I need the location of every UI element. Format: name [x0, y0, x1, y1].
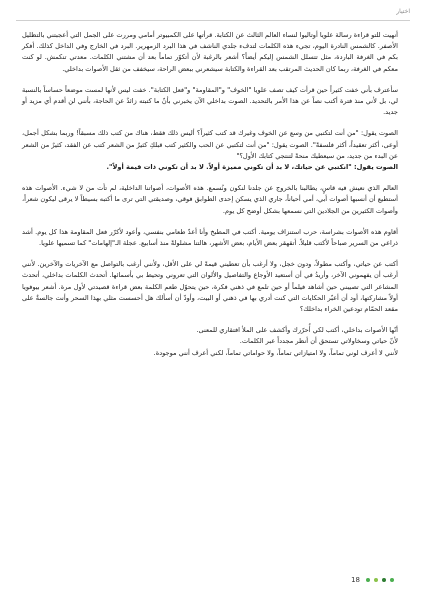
page-dot-icon [390, 578, 394, 582]
paragraph-text: الصوت يقول: "من أنت لتكتبي من وسع عن الخوف وغيرك قد كتب كثيراً؟ أليس ذلك فقط، هناك من كتب ذلك مسبقاً! وربما بشكل أجمل، أوعى، أكثر تعقيداً، أكثر فلسفةً". الصوت يقول: "من أنت لتكتبي عن الحب والكثير كتب قبلكِ كثيرٌ من الشعر كتب عن الفقد، كثيرٌ من الشعر عن البدء من جديد، من سيعطيك منحةً لتنتجي كتابك الأول؟" [22, 129, 398, 160]
poem-line: لأنني لا أعرف لوني تماماً، ولا امتيازاتي تماماً، ولا حواماتي تماماً، لكني أعرف أنني موجودة. [153, 348, 398, 357]
paragraph-world [22, 183, 398, 217]
page-dot-icon [382, 578, 386, 582]
poem-block [22, 325, 398, 359]
poem-line: لأنّ حياتي وسخاولاتي تستحق أن أنظر مجدداً عبر الكلمات. [239, 337, 398, 346]
page-header [16, 8, 410, 21]
voice-quote: الصوت يقول: "انكتبي عن حياتك، لا بد أن تكوني مميزة أولاً. لا بد أن تكوني ذات قيمة أولاً". [106, 163, 398, 172]
page-dot-icon [366, 578, 370, 582]
paragraph-fear [22, 85, 398, 119]
paragraph-write [22, 259, 398, 315]
paragraph-voice [22, 128, 398, 173]
paragraph-text: العالم الذي نعيش فيه قاسٍ، يطالبنا بالخروج عن جلدنا لنكون ونُسمع. هذه الأصوات، أصواتنا الداخلية، لم تأت من لا شيء. الأصوات هذه أستطيع أن أنسبها أصوات أبي، أمي أحياناً، جاري الذي يسكن إحدى الطوابق فوقي، وصديقتي التي ترى ما أكتبه بسيطاً لا يرقى ليكون شعراً، وأصوات الكثيرين من الجلادين التي نسمعها بشكل أوضح كل يوم. [22, 184, 398, 215]
paragraph-intro [22, 30, 398, 75]
paragraph-text: أنهيت للتو قراءة رسالة علويا أوتاليوا لنساء العالم الثالث عن الكتابة. قرأتها على الكمبيوتر أمامي ومررت على الجمل التي أعجبتني بالتظليل الأصفر. كالشمس النادرة اليوم، تجيء هذه الكلمات لتدفء جلدي الناشف في هذا البرد الزمهرير. البرد في الخارج وفي الداخل كذلك. أفكر بكم في الغرفة الباردة، مثل تتسلل الشمس إليكم أيضاً؟ أشعر بالرغبة لأن أتكوّر تماماً بعد أن مشتني الكلمات. معدتي تنكمش. لو كنت معكم في الغرفة، ربما كان الحديث المرتقب بعد القراءة والكتابة سيشعرني ببعض الراحة، سيخفف من ثقل الأصوات بداخلي. [22, 31, 398, 73]
paragraph-text: أكتب عن حياتي، وأكتب مطولاً، ودون خجل، ولا أرغب بأن تعطيني قيمةً لي على الأقل، ولأنني أرغب بالتواصل مع الآخريات والآخرين. لأنني أرغب أن يفهموني الآخر، وأريدُ في أن أستعيد الأوجاع والتفاصيل والألوان التي تعروني وتحيط بي بأسمائها. أتحدث الكلمات بداخلي، أتحدث المشاعر التي تصيبني حين أشاهد فيلماً أو حين تلمع في ذهني فكرة، حين يتحوّل طعم الكلمة بعض قراءة قصيدتي لأول مرة. أشعر بيوفويا أولاً مشاركتها، أود أن أعبّر الحكايات التي كنت أدري بها في ذهني أو البيت، وأودّ أن أسألك هل أحسست مثلي بهذا السحر وأنت جالسةٌ على مقعد الحمّام تودعين الخراء بداخلك؟ [22, 260, 398, 314]
page-number: 18 [351, 576, 360, 584]
poem-line: أنّها الأصوات بداخلي، أكتب لكي أُحرّرك وأكشف على الملأ افتقاري للمعنى. [196, 326, 398, 335]
paragraph-text: سأعترف بأني خفت كثيراً حين قرأت كيف تصف علويا "الخوف" و"المقاومة" و"فعل الكتابة". خفت ليس لأنها لمست موضعاً حساساً بالنسبة لي، بل لأني منذ فترة أكتب نصاً عن هذا الأمر بالتحديد. الصوت بداخلي الآن يخبرني بأنّ ما كتبته زائدٌ عن الحاجة، بأنني لن أقدم أي مزيد أو جديد. [22, 85, 398, 117]
article-body [22, 30, 398, 369]
page-dot-icon [374, 578, 378, 582]
paragraph-text: أقاوم هذه الأصوات بشراسة، حرب استنزاف يومية. أكتب في المطبخ وأنا أعدّ طعامي بنفسي، وأعود لأكرّر فعل المقاومة هذا كل يوم. أشد ذراعي من السرير صباحاً لأكتب قليلاً. أتقهقر بعض الأيام، بعض الأشهر، هالتنا مشلولةً منذ أسابيع. عجلة الـ"إلهامات" كما تسميها علويا. [22, 227, 398, 248]
paragraph-resist [22, 227, 398, 249]
page-footer [351, 576, 394, 584]
header-title: اختيار [396, 8, 410, 15]
